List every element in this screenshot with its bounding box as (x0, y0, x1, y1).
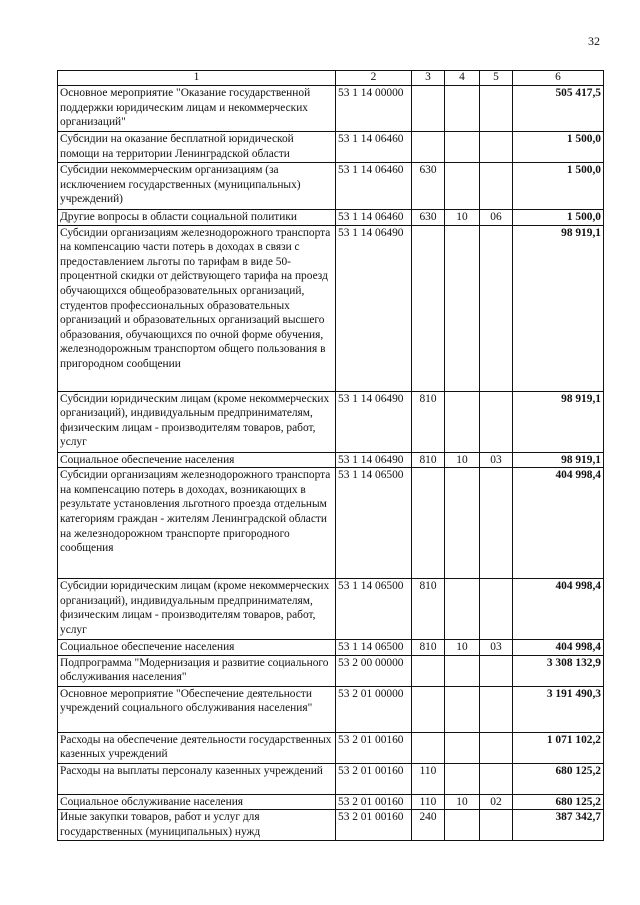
row-name: Расходы на выплаты персоналу казенных учреждений (58, 763, 336, 794)
row-col5 (480, 86, 513, 132)
table-row (58, 686, 604, 732)
row-name: Субсидии на оказание бесплатной юридической помощи на территории Ленинградской области (58, 132, 336, 163)
row-name: Основное мероприятие "Обеспечение деятельности учреждений социального обслуживания населения" (58, 686, 336, 732)
row-col5: 03 (480, 452, 513, 468)
row-col4: 10 (445, 210, 480, 226)
row-col5 (480, 732, 513, 763)
row-amount: 98 919,1 (513, 225, 604, 391)
row-amount: 404 998,4 (513, 468, 604, 579)
row-col4 (445, 132, 480, 163)
table-row (58, 452, 604, 468)
row-amount: 3 308 132,9 (513, 655, 604, 686)
row-col3 (412, 732, 445, 763)
row-col5 (480, 468, 513, 579)
column-header: 4 (445, 71, 480, 86)
row-amount: 1 500,0 (513, 132, 604, 163)
row-amount: 1 500,0 (513, 163, 604, 210)
row-code: 53 2 01 00160 (336, 794, 412, 810)
row-col5 (480, 132, 513, 163)
row-name: Другие вопросы в области социальной политики (58, 210, 336, 226)
row-col4 (445, 391, 480, 452)
row-col3: 810 (412, 640, 445, 656)
row-code: 53 2 01 00160 (336, 810, 412, 841)
row-col4 (445, 579, 480, 640)
row-col5 (480, 579, 513, 640)
row-name: Социальное обеспечение населения (58, 640, 336, 656)
row-col4 (445, 163, 480, 210)
row-amount: 404 998,4 (513, 640, 604, 656)
row-amount: 98 919,1 (513, 391, 604, 452)
row-code: 53 2 01 00160 (336, 763, 412, 794)
table-row (58, 210, 604, 226)
table-row (58, 763, 604, 794)
row-col4 (445, 225, 480, 391)
budget-table (57, 70, 604, 841)
row-col4 (445, 732, 480, 763)
row-col4 (445, 86, 480, 132)
row-col5: 03 (480, 640, 513, 656)
row-code: 53 1 14 06490 (336, 225, 412, 391)
row-name: Субсидии некоммерческим организациям (за исключением государственных (муниципальных) учреждений) (58, 163, 336, 210)
row-amount: 98 919,1 (513, 452, 604, 468)
table-row (58, 391, 604, 452)
column-header: 5 (480, 71, 513, 86)
row-col3 (412, 86, 445, 132)
row-amount: 505 417,5 (513, 86, 604, 132)
row-col3 (412, 132, 445, 163)
row-col5 (480, 225, 513, 391)
row-name: Основное мероприятие "Оказание государственной поддержки юридическим лицам и некоммерческих организаций" (58, 86, 336, 132)
row-col5 (480, 810, 513, 841)
row-code: 53 2 01 00000 (336, 686, 412, 732)
row-col4 (445, 810, 480, 841)
table-row (58, 225, 604, 391)
table-row (58, 655, 604, 686)
row-col3: 240 (412, 810, 445, 841)
row-col3: 110 (412, 763, 445, 794)
table-row (58, 794, 604, 810)
row-col4 (445, 468, 480, 579)
table-row (58, 810, 604, 841)
column-header: 2 (336, 71, 412, 86)
row-col5 (480, 391, 513, 452)
row-amount: 404 998,4 (513, 579, 604, 640)
row-amount: 1 500,0 (513, 210, 604, 226)
row-amount: 387 342,7 (513, 810, 604, 841)
row-col3 (412, 225, 445, 391)
row-amount: 680 125,2 (513, 763, 604, 794)
table-row (58, 640, 604, 656)
row-code: 53 1 14 06500 (336, 579, 412, 640)
table-row (58, 86, 604, 132)
column-header: 6 (513, 71, 604, 86)
row-col4 (445, 655, 480, 686)
row-name: Социальное обеспечение населения (58, 452, 336, 468)
row-col4: 10 (445, 452, 480, 468)
table-row (58, 163, 604, 210)
row-name: Иные закупки товаров, работ и услуг для государственных (муниципальных) нужд (58, 810, 336, 841)
row-name: Социальное обслуживание населения (58, 794, 336, 810)
row-code: 53 1 14 06490 (336, 452, 412, 468)
row-name: Субсидии организациям железнодорожного транспорта на компенсацию потерь в доходах, возникающих в результате установления льготного проезда отдельным категориям граждан - жителям Ленинградской области на железнодорожном транспорте пригородного сообщения (58, 468, 336, 579)
row-name: Субсидии юридическим лицам (кроме некоммерческих организаций), индивидуальным предпринимателям, физическим лицам - производителям товаров, работ, услуг (58, 579, 336, 640)
table-header-row (58, 71, 604, 86)
row-col5 (480, 163, 513, 210)
row-col3 (412, 686, 445, 732)
row-col3 (412, 468, 445, 579)
row-name: Субсидии юридическим лицам (кроме некоммерческих организаций), индивидуальным предпринимателям, физическим лицам - производителям товаров, работ, услуг (58, 391, 336, 452)
row-col3: 810 (412, 579, 445, 640)
row-amount: 680 125,2 (513, 794, 604, 810)
row-col5: 06 (480, 210, 513, 226)
row-code: 53 1 14 06460 (336, 210, 412, 226)
row-name: Расходы на обеспечение деятельности государственных казенных учреждений (58, 732, 336, 763)
table-row (58, 579, 604, 640)
row-col3: 110 (412, 794, 445, 810)
row-code: 53 1 14 06460 (336, 132, 412, 163)
table-row (58, 732, 604, 763)
page-number: 32 (588, 34, 600, 48)
row-code: 53 1 14 06500 (336, 468, 412, 579)
row-name: Подпрограмма "Модернизация и развитие социального обслуживания населения" (58, 655, 336, 686)
row-col4: 10 (445, 640, 480, 656)
row-code: 53 1 14 06500 (336, 640, 412, 656)
row-col5 (480, 655, 513, 686)
row-amount: 3 191 490,3 (513, 686, 604, 732)
table-row (58, 468, 604, 579)
row-amount: 1 071 102,2 (513, 732, 604, 763)
row-code: 53 1 14 06490 (336, 391, 412, 452)
row-code: 53 2 01 00160 (336, 732, 412, 763)
row-col3: 630 (412, 210, 445, 226)
column-header: 1 (58, 71, 336, 86)
row-code: 53 1 14 00000 (336, 86, 412, 132)
row-col3: 810 (412, 391, 445, 452)
column-header: 3 (412, 71, 445, 86)
row-col3: 630 (412, 163, 445, 210)
row-col4 (445, 763, 480, 794)
row-col5 (480, 763, 513, 794)
row-col3 (412, 655, 445, 686)
row-code: 53 1 14 06460 (336, 163, 412, 210)
row-code: 53 2 00 00000 (336, 655, 412, 686)
row-name: Субсидии организациям железнодорожного транспорта на компенсацию части потерь в доходах в связи с предоставлением льготы по тарифам в виде 50-процентной скидки от действующего тарифа на проезд обучающихся общеобразовательных организаций, студентов профессиональных образовательных организаций и образовательных организаций высшего образования, обучающихся по очной форме обучения, железнодорожным транспортом общего пользования в пригородном сообщении (58, 225, 336, 391)
row-col5 (480, 686, 513, 732)
table-row (58, 132, 604, 163)
row-col3: 810 (412, 452, 445, 468)
row-col4 (445, 686, 480, 732)
row-col4: 10 (445, 794, 480, 810)
row-col5: 02 (480, 794, 513, 810)
